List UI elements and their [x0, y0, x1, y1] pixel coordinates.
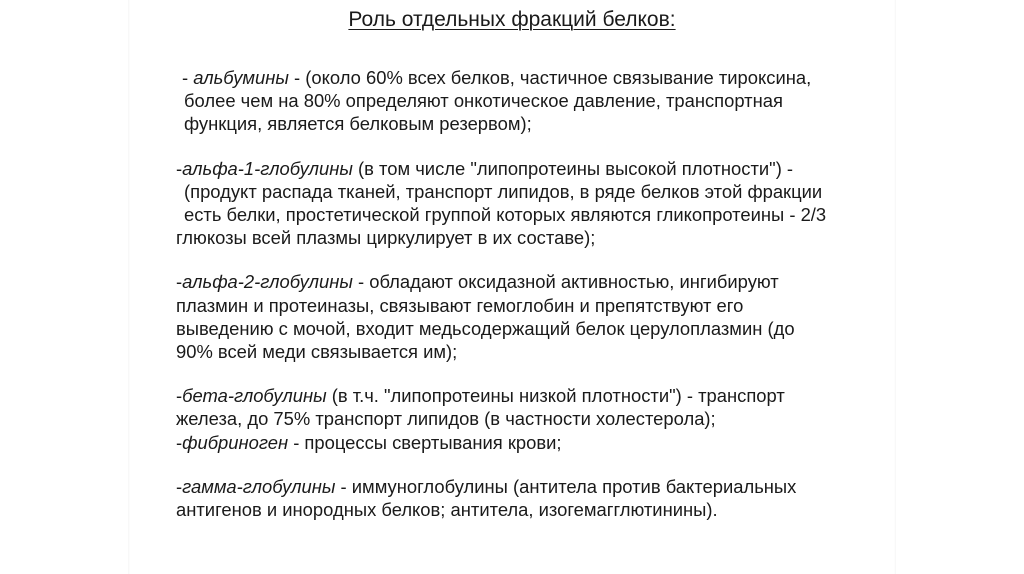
section-albumins: [176, 66, 876, 136]
section-prefix: -: [176, 385, 183, 407]
section-text: - (около 60% всех белков, частичное связывание тироксина,: [288, 67, 812, 88]
section-line: выведению с мочой, входит медьсодержащий белок церулоплазмин (до: [176, 317, 795, 339]
section-line: [176, 66, 876, 89]
section-beta-globulins: [176, 384, 876, 430]
section-line: [176, 157, 876, 180]
section-line: [176, 475, 876, 498]
section-text: - процессы свертывания крови;: [288, 431, 562, 453]
spacer: [176, 136, 876, 157]
section-line: антигенов и инородных белков; антитела, изогемагглютинины).: [176, 499, 718, 521]
section-term: бета-глобулины: [182, 385, 327, 407]
section-alpha1-globulins: [176, 157, 876, 250]
section-line: [176, 384, 876, 407]
section-prefix: -: [182, 67, 194, 88]
section-line: более чем на 80% определяют онкотическое давление, транспортная: [184, 90, 783, 112]
section-line: глюкозы всей плазмы циркулирует в их составе);: [176, 227, 596, 249]
section-line: есть белки, простетической группой которых являются гликопротеины - 2/3: [184, 204, 827, 226]
section-line: (продукт распада тканей, транспорт липидов, в ряде белков этой фракции: [184, 180, 823, 202]
section-term: гамма-глобулины: [182, 475, 336, 497]
page-edge-left: [128, 0, 130, 574]
section-prefix: -: [176, 431, 183, 453]
section-term: фибриноген: [182, 431, 289, 453]
section-term: альфа-2-глобулины: [182, 271, 353, 293]
spacer: [176, 249, 876, 270]
section-prefix: -: [176, 157, 183, 179]
section-fibrinogen: [176, 431, 876, 454]
section-prefix: -: [176, 475, 183, 497]
section-line: функция, является белковым резервом);: [184, 113, 532, 135]
section-text: - обладают оксидазной активностью, ингибируют: [352, 271, 779, 293]
page-edge-right: [894, 0, 896, 574]
slide-content: [176, 66, 876, 521]
spacer: [176, 363, 876, 384]
section-term: альбумины: [193, 67, 289, 88]
section-gamma-globulins: [176, 475, 876, 521]
section-line: плазмин и протеиназы, связывают гемоглобин и препятствуют его: [176, 294, 744, 316]
section-line: 90% всей меди связывается им);: [176, 341, 458, 363]
section-alpha2-globulins: [176, 270, 876, 363]
slide-title: Роль отдельных фракций белков:: [348, 8, 676, 31]
section-line: железа, до 75% транспорт липидов (в частности холестерола);: [176, 408, 716, 430]
section-line: [176, 431, 876, 454]
section-text: (в том числе "липопротеины высокой плотности") -: [352, 157, 794, 179]
section-text: (в т.ч. "липопротеины низкой плотности") - транспорт: [326, 385, 785, 407]
section-term: альфа-1-глобулины: [182, 157, 353, 179]
section-prefix: -: [176, 271, 183, 293]
spacer: [176, 454, 876, 475]
section-text: - иммуноглобулины (антитела против бактериальных: [335, 475, 797, 497]
section-line: [176, 270, 876, 293]
